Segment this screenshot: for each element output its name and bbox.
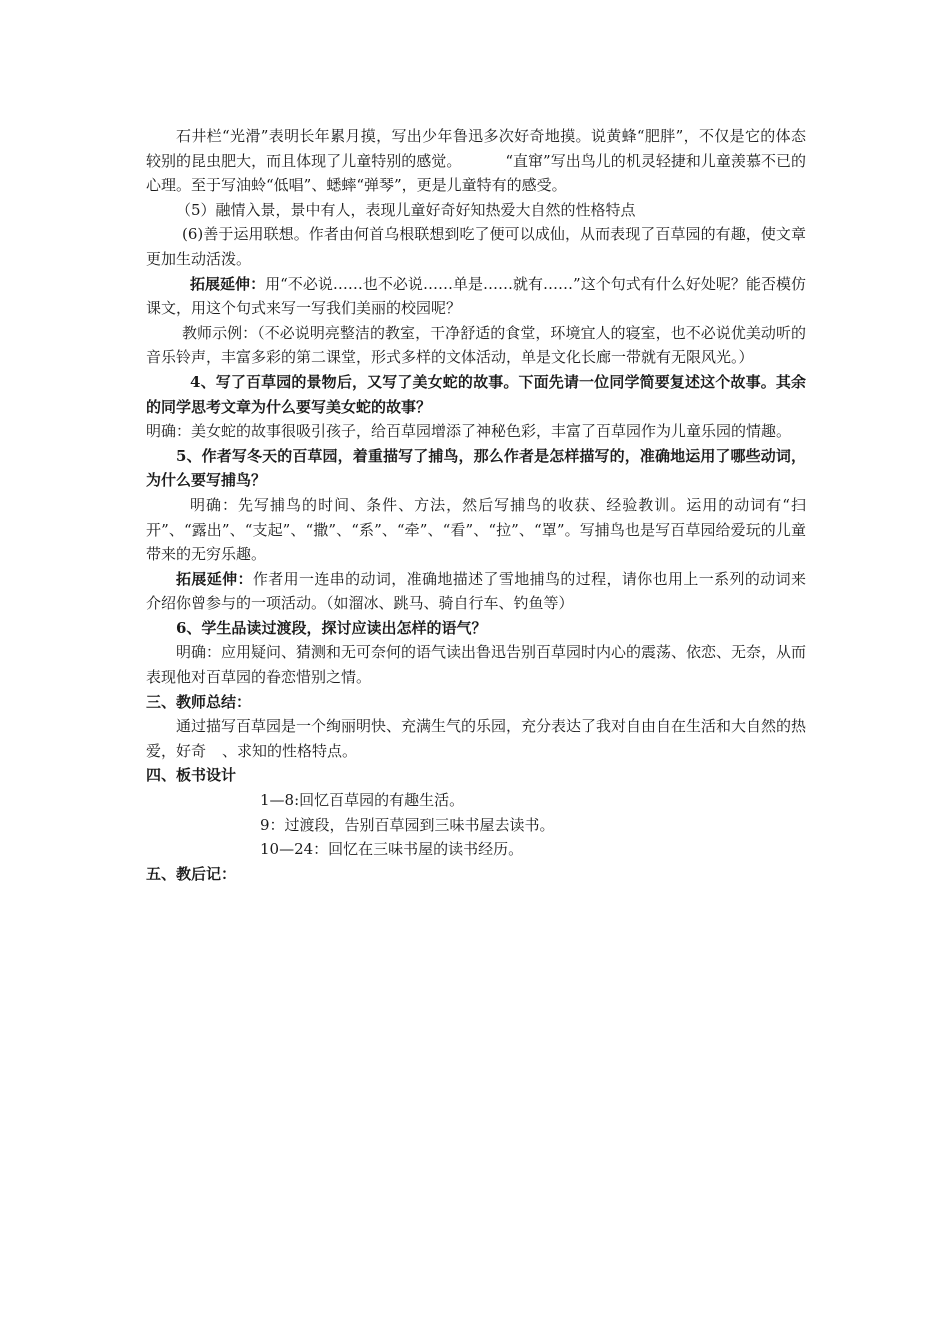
- extension-text: 作者用一连串的动词，准确地描述了雪地捕鸟的过程，请你也用上一系列的动词来介绍你曾参与的一项活动。（如溜冰、跳马、骑自行车、钓鱼等）: [146, 569, 806, 613]
- board-line: 1—8:回忆百草园的有趣生活。: [260, 791, 465, 810]
- section-heading-board: 四、板书设计: [146, 766, 237, 785]
- board-line: 10—24：回忆在三味书屋的读书经历。: [260, 840, 524, 859]
- answer-4: 明确：美女蛇的故事很吸引孩子，给百草园增添了神秘色彩，丰富了百草园作为儿童乐园的情趣。: [146, 422, 792, 441]
- paragraph-point-6: (6)善于运用联想。作者由何首乌根联想到吃了便可以成仙，从而表现了百草园的有趣，使文章更加生动活泼。: [146, 225, 806, 268]
- paragraph-teacher-example: 教师示例：（不必说明亮整洁的教室，干净舒适的食堂，环境宜人的寝室，也不必说优美动听的音乐铃声，丰富多彩的第二课堂，形式多样的文体活动，单是文化长廊一带就有无限风光。）: [146, 323, 806, 367]
- extension-text: 用“不必说……也不必说……单是……就有……”这个句式有什么好处呢？能否模仿课文，用这个句式来写一写我们美丽的校园呢？: [146, 274, 806, 318]
- paragraph-text: “直窜”写出鸟儿的机灵轻捷和儿童羡慕不已的心理。至于写油蛉“低唱”、蟋蟀“弹琴”，更是儿童特有的感受。: [146, 151, 806, 195]
- paragraph-extension-2: [146, 567, 806, 616]
- paragraph-text: 石井栏“光滑”表明长年累月摸，写出少年鲁迅多次好奇地摸。说黄蜂“肥胖”，不仅是它的体态较别的昆虫肥大，而且体现了儿童特别的感觉。: [146, 127, 806, 170]
- paragraph-word-analysis: [146, 124, 806, 198]
- answer-6: 明确：应用疑问、猜测和无可奈何的语气读出鲁迅告别百草园时内心的震荡、依恋、无奈，从而表现他对百草园的眷恋惜别之情。: [146, 643, 807, 687]
- extension-label: 拓展延伸：: [176, 569, 253, 588]
- answer-5: 明确：先写捕鸟的时间、条件、方法，然后写捕鸟的收获、经验教训。运用的动词有“扫开”、“露出”、“支起”、“撒”、“系”、“牵”、“看”、“拉”、“罩”。写捕鸟也是写百草园给爱玩的儿童带来的无穷乐趣。: [146, 495, 806, 564]
- paragraph-point-5: （5）融情入景，景中有人，表现儿童好奇好知热爱大自然的性格特点: [176, 200, 636, 219]
- paragraph-summary: [146, 714, 806, 763]
- section-heading-summary: 三、教师总结：: [146, 692, 252, 711]
- paragraph-extension-1: [146, 272, 806, 321]
- question-6: 6、学生品读过渡段，探讨应读出怎样的语气？: [176, 618, 487, 637]
- extension-label: 拓展延伸：: [190, 274, 266, 293]
- section-heading-afterword: 五、教后记：: [146, 864, 237, 883]
- summary-text: 、求知的性格特点。: [222, 741, 358, 760]
- board-line: 9：过渡段，告别百草园到三味书屋去读书。: [260, 815, 555, 834]
- document-page: [146, 124, 806, 886]
- summary-text: 通过描写百草园是一个绚丽明快、充满生气的乐园，充分表达了我对自由自在生活和大自然的热爱，好奇: [146, 717, 807, 760]
- question-4: 4、写了百草园的景物后，又写了美女蛇的故事。下面先请一位同学简要复述这个故事。其余的同学思考文章为什么要写美女蛇的故事？: [146, 372, 806, 416]
- question-5: 5、作者写冬天的百草园，着重描写了捕鸟，那么作者是怎样描写的，准确地运用了哪些动词，为什么要写捕鸟？: [146, 446, 806, 490]
